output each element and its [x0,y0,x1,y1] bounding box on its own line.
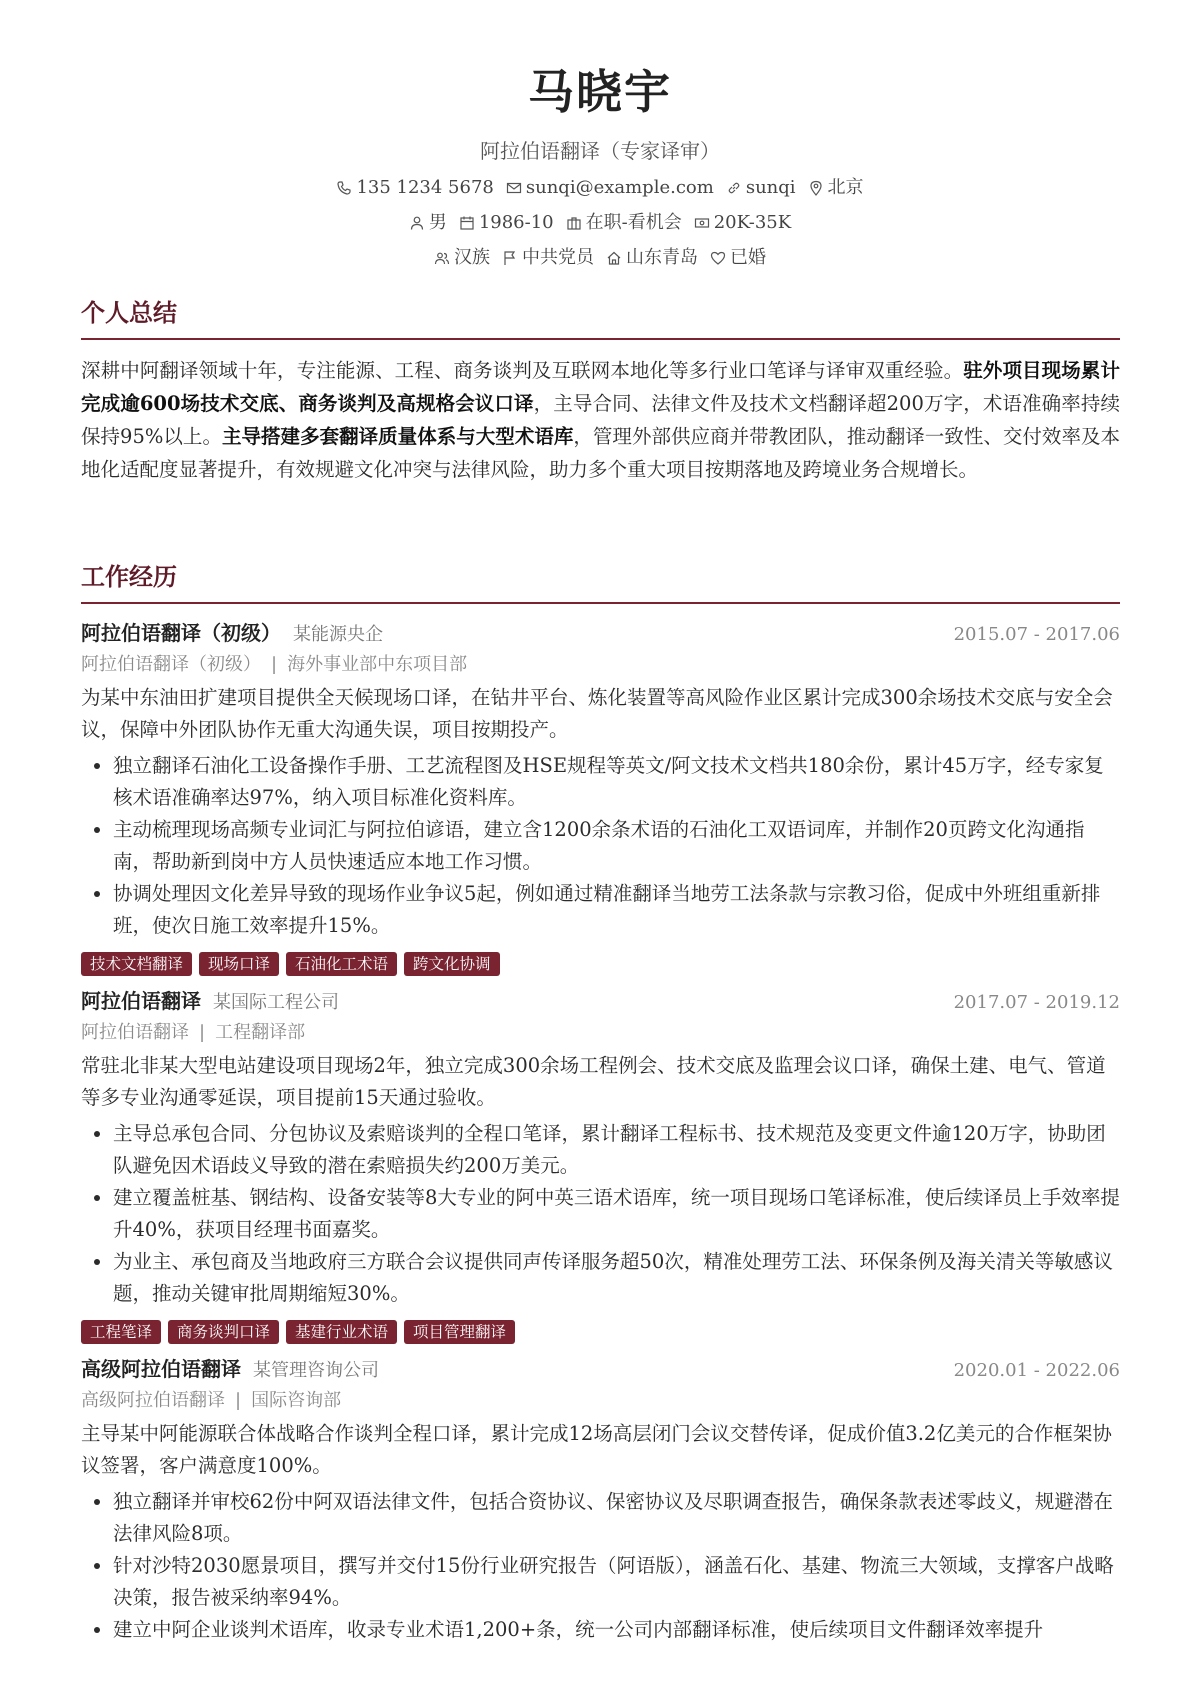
hometown-info: 山东青岛 [606,245,698,271]
list-item: • 独立翻译并审校62份中阿双语法律文件，包括合资协议、保密协议及尽职调查报告，确保条款表述零歧义，规避潜在法律风险8项。 [113,1486,1120,1550]
website-info: sunqi [726,175,796,201]
job-header [81,1354,1120,1386]
candidate-name: 马晓宇 [528,65,672,119]
mail-icon [506,180,522,196]
home-icon [606,250,622,266]
gender-info: 男 [409,210,447,236]
ethnicity-info: 汉族 [434,245,490,271]
flag-icon [502,250,518,266]
summary-text: 深耕中阿翻译领域十年，专注能源、工程、商务谈判及互联网本地化等多行业口笔译与译审双重经验。驻外项目现场累计完成逾600场技术交底、商务谈判及高规格会议口译，主导合同、法律文件及技术文档翻译超200万字，术语准确率持续保持95%以上。主导搭建多套翻译质量体系与大型术语库，管理外部供应商并带教团队，推动翻译一致性、交付效率及本地化适配度显著提升，有效规避文化冲突与法律风险，助力多个重大项目按期落地及跨境业务合规增长。 [81,359,1120,481]
skill-tag: 现场口译 [199,952,279,976]
achievement-list [81,1486,1120,1646]
job-description: 主导某中阿能源联合体战略合作谈判全程口译，累计完成12场高层闭门会议交替传译，促成价值3.2亿美元的合作框架协议签署，客户满意度100%。 [81,1422,1112,1477]
job-role-line: 阿拉伯语翻译 | 工程翻译部 [81,1022,306,1043]
phone-info: 135 1234 5678 [336,175,493,201]
job-role-line: 阿拉伯语翻译（初级） | 海外事业部中东项目部 [81,654,468,675]
money-icon [694,215,710,231]
link-icon [726,180,742,196]
job-company: 某管理咨询公司 [253,1360,379,1381]
job-description: 为某中东油田扩建项目提供全天候现场口译，在钻井平台、炼化装置等高风险作业区累计完成300余场技术交底与安全会议，保障中外团队协作无重大沟通失误，项目按期投产。 [81,686,1113,741]
experience-section [81,560,1120,1646]
job-date: 2015.07 - 2017.06 [953,624,1120,645]
phone-icon [336,180,352,196]
skill-tag: 工程笔译 [81,1320,161,1344]
job-status-info: 在职-看机会 [566,210,682,236]
personal-info-row [0,245,1200,271]
job-date: 2020.01 - 2022.06 [953,1360,1120,1381]
job-company: 某能源央企 [293,624,383,645]
people-icon [434,250,450,266]
list-item: • 为业主、承包商及当地政府三方联合会议提供同声传译服务超50次，精准处理劳工法、环保条例及海关清关等敏感议题，推动关键审批周期缩短30%。 [113,1246,1120,1310]
job-title: 阿拉伯语翻译（初级） [81,621,281,645]
job-role-line: 高级阿拉伯语翻译 | 国际咨询部 [81,1390,342,1411]
achievement-list [81,1118,1120,1310]
list-item: • 主导总承包合同、分包协议及索赔谈判的全程口笔译，累计翻译工程标书、技术规范及变更文件逾120万字，协助团队避免因术语歧义导致的潜在索赔损失约200万美元。 [113,1118,1120,1182]
job-entry [81,618,1120,976]
marital-info: 已婚 [710,245,766,271]
job-date: 2017.07 - 2019.12 [953,992,1120,1013]
job-intention: 阿拉伯语翻译（专家译审） [480,139,720,163]
politics-info: 中共党员 [502,245,594,271]
list-item: • 独立翻译石油化工设备操作手册、工艺流程图及HSE规程等英文/阿文技术文档共180余份，累计45万字，经专家复核术语准确率达97%，纳入项目标准化资料库。 [113,750,1120,814]
salary-info: 20K-35K [694,210,791,236]
contact-row [0,175,1200,201]
skill-tag: 商务谈判口译 [168,1320,279,1344]
skill-tags [81,1320,1120,1344]
briefcase-icon [566,215,582,231]
list-item: • 建立覆盖桩基、钢结构、设备安装等8大专业的阿中英三语术语库，统一项目现场口笔译标准，使后续译员上手效率提升40%，获项目经理书面嘉奖。 [113,1182,1120,1246]
skill-tag: 基建行业术语 [286,1320,397,1344]
list-item: • 主动梳理现场高频专业词汇与阿拉伯谚语，建立含1200余条术语的石油化工双语词库，并制作20页跨文化沟通指南，帮助新到岗中方人员快速适应本地工作习惯。 [113,814,1120,878]
job-description: 常驻北非某大型电站建设项目现场2年，独立完成300余场工程例会、技术交底及监理会议口译，确保土建、电气、管道等多专业沟通零延误，项目提前15天通过验收。 [81,1054,1106,1109]
skill-tag: 石油化工术语 [286,952,397,976]
summary-section [81,296,1120,486]
skill-tag: 项目管理翻译 [404,1320,515,1344]
job-title: 高级阿拉伯语翻译 [81,1357,241,1381]
basic-info-row [0,210,1200,236]
summary-heading: 个人总结 [81,296,1120,340]
job-company: 某国际工程公司 [213,992,339,1013]
user-icon [409,215,425,231]
birth-info: 1986-10 [459,210,554,236]
job-header [81,618,1120,650]
calendar-icon [459,215,475,231]
job-title: 阿拉伯语翻译 [81,989,201,1013]
list-item: • 针对沙特2030愿景项目，撰写并交付15份行业研究报告（阿语版），涵盖石化、基建、物流三大领域，支撑客户战略决策，报告被采纳率94%。 [113,1550,1120,1614]
job-entry [81,986,1120,1344]
job-entry [81,1354,1120,1646]
skill-tag: 技术文档翻译 [81,952,192,976]
list-item: • 协调处理因文化差异导致的现场作业争议5起，例如通过精准翻译当地劳工法条款与宗教习俗，促成中外班组重新排班，使次日施工效率提升15%。 [113,878,1120,942]
email-info: sunqi@example.com [506,175,714,201]
experience-heading: 工作经历 [81,560,1120,604]
heart-icon [710,250,726,266]
location-icon [808,180,824,196]
resume-header [0,0,1200,271]
skill-tags [81,952,1120,976]
skill-tag: 跨文化协调 [404,952,500,976]
achievement-list [81,750,1120,942]
list-item: • 建立中阿企业谈判术语库，收录专业术语1,200+条，统一公司内部翻译标准，使后续项目文件翻译效率提升 [113,1614,1120,1646]
location-info: 北京 [808,175,864,201]
job-header [81,986,1120,1018]
